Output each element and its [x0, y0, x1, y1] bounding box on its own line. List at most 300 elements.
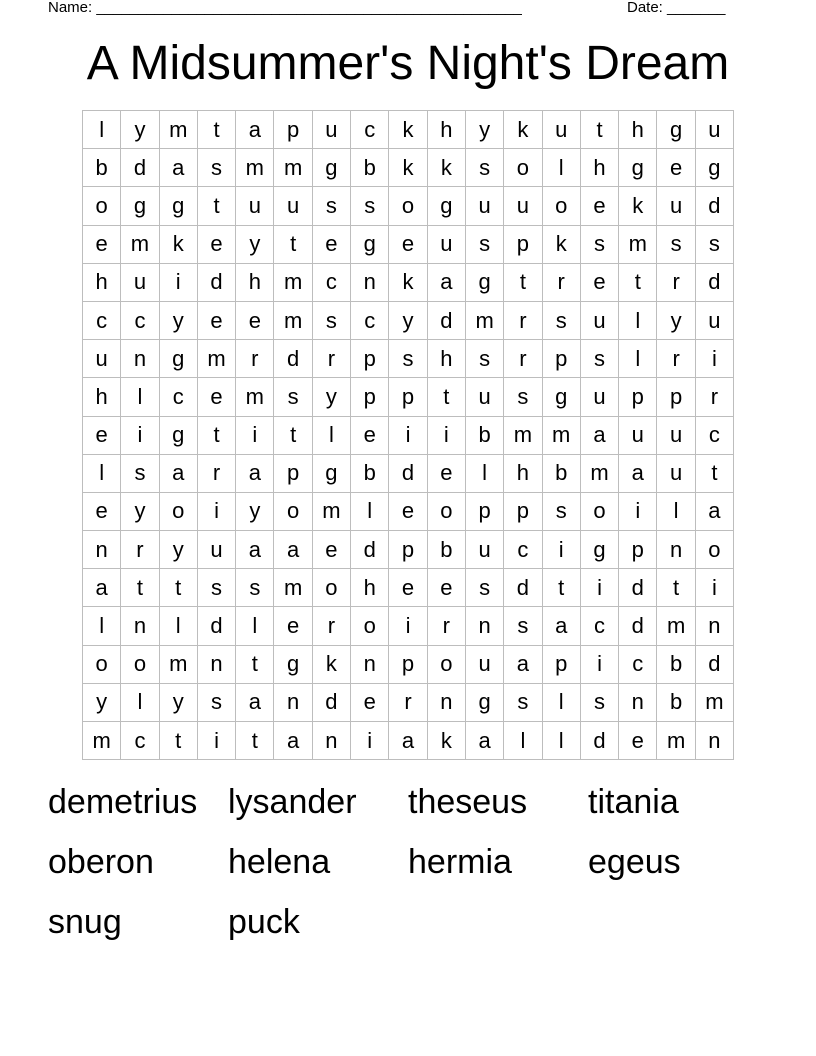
- grid-cell[interactable]: s: [236, 569, 274, 607]
- grid-cell[interactable]: k: [389, 149, 427, 187]
- grid-cell[interactable]: t: [695, 454, 733, 492]
- grid-cell[interactable]: i: [580, 569, 618, 607]
- grid-cell[interactable]: t: [159, 722, 197, 760]
- grid-cell[interactable]: n: [427, 683, 465, 721]
- grid-cell[interactable]: k: [619, 187, 657, 225]
- grid-cell[interactable]: y: [121, 492, 159, 530]
- grid-cell[interactable]: u: [465, 187, 503, 225]
- grid-cell[interactable]: h: [236, 263, 274, 301]
- grid-cell[interactable]: o: [83, 645, 121, 683]
- grid-cell[interactable]: s: [465, 340, 503, 378]
- grid-cell[interactable]: l: [121, 378, 159, 416]
- grid-cell[interactable]: d: [197, 607, 235, 645]
- grid-cell[interactable]: i: [580, 645, 618, 683]
- grid-cell[interactable]: l: [504, 722, 542, 760]
- grid-cell[interactable]: o: [504, 149, 542, 187]
- grid-cell[interactable]: m: [274, 149, 312, 187]
- grid-cell[interactable]: c: [351, 301, 389, 339]
- grid-cell[interactable]: h: [504, 454, 542, 492]
- grid-cell[interactable]: m: [159, 645, 197, 683]
- grid-cell[interactable]: r: [389, 683, 427, 721]
- grid-cell[interactable]: s: [312, 301, 350, 339]
- grid-cell[interactable]: t: [197, 111, 235, 149]
- grid-cell[interactable]: k: [427, 722, 465, 760]
- grid-cell[interactable]: b: [351, 149, 389, 187]
- grid-cell[interactable]: t: [197, 416, 235, 454]
- grid-cell[interactable]: r: [312, 607, 350, 645]
- grid-cell[interactable]: n: [83, 531, 121, 569]
- grid-cell[interactable]: a: [695, 492, 733, 530]
- grid-cell[interactable]: a: [236, 454, 274, 492]
- grid-cell[interactable]: i: [389, 607, 427, 645]
- grid-cell[interactable]: d: [580, 722, 618, 760]
- grid-cell[interactable]: u: [542, 111, 580, 149]
- grid-cell[interactable]: g: [580, 531, 618, 569]
- grid-cell[interactable]: d: [695, 263, 733, 301]
- grid-cell[interactable]: s: [465, 569, 503, 607]
- grid-cell[interactable]: o: [274, 492, 312, 530]
- grid-cell[interactable]: r: [236, 340, 274, 378]
- grid-cell[interactable]: l: [159, 607, 197, 645]
- grid-cell[interactable]: o: [389, 187, 427, 225]
- grid-cell[interactable]: m: [274, 301, 312, 339]
- grid-cell[interactable]: n: [351, 645, 389, 683]
- grid-cell[interactable]: m: [657, 607, 695, 645]
- grid-cell[interactable]: m: [236, 149, 274, 187]
- grid-cell[interactable]: u: [465, 645, 503, 683]
- grid-cell[interactable]: e: [389, 569, 427, 607]
- grid-cell[interactable]: u: [580, 378, 618, 416]
- grid-cell[interactable]: g: [351, 225, 389, 263]
- grid-cell[interactable]: d: [619, 607, 657, 645]
- grid-cell[interactable]: t: [236, 722, 274, 760]
- grid-cell[interactable]: a: [542, 607, 580, 645]
- grid-cell[interactable]: e: [83, 492, 121, 530]
- grid-cell[interactable]: s: [504, 683, 542, 721]
- word-list-item: oberon: [48, 843, 154, 881]
- grid-cell[interactable]: s: [197, 149, 235, 187]
- grid-cell[interactable]: t: [274, 416, 312, 454]
- grid-cell[interactable]: l: [542, 722, 580, 760]
- grid-cell[interactable]: n: [695, 607, 733, 645]
- grid-cell[interactable]: n: [197, 645, 235, 683]
- grid-row: [83, 722, 734, 760]
- grid-cell[interactable]: g: [312, 454, 350, 492]
- grid-cell[interactable]: n: [695, 722, 733, 760]
- grid-cell[interactable]: n: [465, 607, 503, 645]
- grid-cell[interactable]: r: [542, 263, 580, 301]
- grid-cell[interactable]: e: [83, 416, 121, 454]
- grid-cell[interactable]: y: [236, 225, 274, 263]
- grid-cell[interactable]: o: [121, 645, 159, 683]
- grid-cell[interactable]: o: [312, 569, 350, 607]
- grid-cell[interactable]: o: [83, 187, 121, 225]
- grid-cell[interactable]: p: [619, 378, 657, 416]
- grid-cell[interactable]: r: [197, 454, 235, 492]
- grid-cell[interactable]: g: [542, 378, 580, 416]
- grid-row: [83, 416, 734, 454]
- grid-cell[interactable]: p: [389, 531, 427, 569]
- grid-cell[interactable]: i: [159, 263, 197, 301]
- grid-cell[interactable]: u: [580, 301, 618, 339]
- grid-cell[interactable]: t: [197, 187, 235, 225]
- grid-cell[interactable]: e: [274, 607, 312, 645]
- grid-cell[interactable]: y: [465, 111, 503, 149]
- grid-cell[interactable]: l: [465, 454, 503, 492]
- grid-cell[interactable]: p: [542, 340, 580, 378]
- grid-cell[interactable]: i: [619, 492, 657, 530]
- grid-cell[interactable]: y: [159, 683, 197, 721]
- date-field[interactable]: Date: _______: [627, 0, 726, 16]
- grid-cell[interactable]: g: [159, 416, 197, 454]
- grid-cell[interactable]: e: [657, 149, 695, 187]
- grid-cell[interactable]: u: [236, 187, 274, 225]
- grid-cell[interactable]: p: [274, 454, 312, 492]
- grid-cell[interactable]: l: [83, 607, 121, 645]
- grid-cell[interactable]: s: [695, 225, 733, 263]
- grid-cell[interactable]: s: [465, 225, 503, 263]
- grid-cell[interactable]: e: [619, 722, 657, 760]
- grid-cell[interactable]: g: [427, 187, 465, 225]
- grid-cell[interactable]: p: [351, 340, 389, 378]
- grid-cell[interactable]: u: [619, 416, 657, 454]
- grid-cell[interactable]: p: [542, 645, 580, 683]
- grid-cell[interactable]: p: [389, 645, 427, 683]
- grid-cell[interactable]: l: [619, 301, 657, 339]
- grid-cell[interactable]: a: [83, 569, 121, 607]
- grid-cell[interactable]: h: [351, 569, 389, 607]
- grid-cell[interactable]: p: [619, 531, 657, 569]
- grid-cell[interactable]: r: [657, 340, 695, 378]
- grid-cell[interactable]: s: [274, 378, 312, 416]
- grid-cell[interactable]: p: [657, 378, 695, 416]
- grid-cell[interactable]: a: [236, 111, 274, 149]
- grid-cell[interactable]: y: [121, 111, 159, 149]
- grid-cell[interactable]: r: [695, 378, 733, 416]
- grid-cell[interactable]: r: [504, 301, 542, 339]
- grid-cell[interactable]: s: [389, 340, 427, 378]
- grid-cell[interactable]: y: [83, 683, 121, 721]
- grid-cell[interactable]: r: [657, 263, 695, 301]
- grid-cell[interactable]: d: [619, 569, 657, 607]
- grid-cell[interactable]: l: [312, 416, 350, 454]
- grid-cell[interactable]: l: [351, 492, 389, 530]
- word-list-item: lysander: [228, 783, 357, 821]
- grid-cell[interactable]: g: [121, 187, 159, 225]
- grid-cell[interactable]: d: [389, 454, 427, 492]
- grid-cell[interactable]: l: [619, 340, 657, 378]
- grid-cell[interactable]: u: [504, 187, 542, 225]
- grid-cell[interactable]: y: [312, 378, 350, 416]
- grid-cell[interactable]: g: [695, 149, 733, 187]
- grid-cell[interactable]: c: [312, 263, 350, 301]
- grid-cell[interactable]: k: [312, 645, 350, 683]
- grid-cell[interactable]: u: [83, 340, 121, 378]
- grid-cell[interactable]: d: [121, 149, 159, 187]
- grid-cell[interactable]: m: [504, 416, 542, 454]
- grid-row: [83, 225, 734, 263]
- grid-cell[interactable]: m: [542, 416, 580, 454]
- grid-cell[interactable]: n: [274, 683, 312, 721]
- grid-cell[interactable]: l: [83, 111, 121, 149]
- grid-cell[interactable]: s: [542, 301, 580, 339]
- grid-cell[interactable]: y: [159, 531, 197, 569]
- grid-cell[interactable]: m: [159, 111, 197, 149]
- grid-cell[interactable]: n: [312, 722, 350, 760]
- grid-cell[interactable]: t: [274, 225, 312, 263]
- grid-cell[interactable]: a: [504, 645, 542, 683]
- grid-cell[interactable]: d: [197, 263, 235, 301]
- grid-cell[interactable]: i: [351, 722, 389, 760]
- name-field[interactable]: Name: ___________________________________________________: [48, 0, 522, 16]
- grid-cell[interactable]: o: [427, 645, 465, 683]
- grid-cell[interactable]: n: [619, 683, 657, 721]
- grid-cell[interactable]: u: [657, 187, 695, 225]
- grid-cell[interactable]: k: [389, 263, 427, 301]
- grid-cell[interactable]: e: [580, 187, 618, 225]
- grid-cell[interactable]: p: [504, 492, 542, 530]
- grid-cell[interactable]: u: [657, 416, 695, 454]
- grid-cell[interactable]: t: [619, 263, 657, 301]
- grid-cell[interactable]: d: [312, 683, 350, 721]
- grid-cell[interactable]: y: [657, 301, 695, 339]
- grid-cell[interactable]: a: [274, 722, 312, 760]
- grid-cell[interactable]: m: [619, 225, 657, 263]
- grid-cell[interactable]: t: [159, 569, 197, 607]
- grid-cell[interactable]: e: [580, 263, 618, 301]
- grid-cell[interactable]: o: [580, 492, 618, 530]
- grid-cell[interactable]: c: [83, 301, 121, 339]
- grid-cell[interactable]: l: [83, 454, 121, 492]
- grid-cell[interactable]: h: [83, 263, 121, 301]
- grid-cell[interactable]: u: [695, 111, 733, 149]
- grid-cell[interactable]: m: [197, 340, 235, 378]
- grid-cell[interactable]: s: [580, 225, 618, 263]
- grid-cell[interactable]: a: [389, 722, 427, 760]
- grid-cell[interactable]: e: [427, 454, 465, 492]
- grid-cell[interactable]: o: [542, 187, 580, 225]
- grid-cell[interactable]: d: [274, 340, 312, 378]
- grid-cell[interactable]: d: [427, 301, 465, 339]
- grid-cell[interactable]: g: [619, 149, 657, 187]
- grid-cell[interactable]: p: [504, 225, 542, 263]
- grid-cell[interactable]: y: [389, 301, 427, 339]
- grid-cell[interactable]: o: [159, 492, 197, 530]
- grid-cell[interactable]: m: [312, 492, 350, 530]
- grid-cell[interactable]: g: [465, 263, 503, 301]
- grid-cell[interactable]: t: [236, 645, 274, 683]
- grid-cell[interactable]: m: [465, 301, 503, 339]
- grid-cell[interactable]: a: [159, 149, 197, 187]
- grid-cell[interactable]: t: [657, 569, 695, 607]
- grid-cell[interactable]: a: [159, 454, 197, 492]
- grid-cell[interactable]: t: [427, 378, 465, 416]
- grid-cell[interactable]: a: [236, 531, 274, 569]
- grid-cell[interactable]: u: [274, 187, 312, 225]
- grid-cell[interactable]: c: [121, 722, 159, 760]
- grid-cell[interactable]: s: [504, 378, 542, 416]
- grid-cell[interactable]: n: [121, 340, 159, 378]
- grid-cell[interactable]: u: [657, 454, 695, 492]
- grid-cell[interactable]: g: [159, 187, 197, 225]
- grid-cell[interactable]: i: [197, 722, 235, 760]
- grid-cell[interactable]: e: [351, 416, 389, 454]
- grid-cell[interactable]: i: [236, 416, 274, 454]
- grid-cell[interactable]: k: [504, 111, 542, 149]
- grid-cell[interactable]: e: [427, 569, 465, 607]
- grid-cell[interactable]: s: [580, 683, 618, 721]
- grid-cell[interactable]: i: [197, 492, 235, 530]
- grid-cell[interactable]: i: [695, 340, 733, 378]
- grid-cell[interactable]: s: [657, 225, 695, 263]
- grid-cell[interactable]: s: [580, 340, 618, 378]
- grid-cell[interactable]: r: [121, 531, 159, 569]
- grid-cell[interactable]: p: [351, 378, 389, 416]
- grid-cell[interactable]: s: [197, 683, 235, 721]
- grid-cell[interactable]: l: [542, 683, 580, 721]
- grid-cell[interactable]: s: [351, 187, 389, 225]
- grid-cell[interactable]: y: [236, 492, 274, 530]
- grid-cell[interactable]: b: [83, 149, 121, 187]
- grid-cell[interactable]: e: [312, 225, 350, 263]
- grid-cell[interactable]: k: [389, 111, 427, 149]
- grid-cell[interactable]: l: [542, 149, 580, 187]
- grid-cell[interactable]: i: [542, 531, 580, 569]
- grid-cell[interactable]: e: [236, 301, 274, 339]
- grid-cell[interactable]: c: [504, 531, 542, 569]
- grid-cell[interactable]: m: [236, 378, 274, 416]
- grid-cell[interactable]: g: [274, 645, 312, 683]
- grid-cell[interactable]: a: [465, 722, 503, 760]
- grid-cell[interactable]: d: [695, 645, 733, 683]
- grid-cell[interactable]: i: [427, 416, 465, 454]
- grid-cell[interactable]: t: [580, 111, 618, 149]
- grid-cell[interactable]: k: [542, 225, 580, 263]
- grid-row: [83, 301, 734, 339]
- grid-cell[interactable]: o: [351, 607, 389, 645]
- grid-cell[interactable]: h: [619, 111, 657, 149]
- grid-cell[interactable]: u: [465, 378, 503, 416]
- grid-cell[interactable]: p: [274, 111, 312, 149]
- grid-cell[interactable]: m: [657, 722, 695, 760]
- grid-cell[interactable]: h: [83, 378, 121, 416]
- grid-cell[interactable]: s: [121, 454, 159, 492]
- grid-cell[interactable]: g: [159, 340, 197, 378]
- grid-cell[interactable]: d: [351, 531, 389, 569]
- grid-cell[interactable]: g: [465, 683, 503, 721]
- grid-cell[interactable]: t: [504, 263, 542, 301]
- grid-cell[interactable]: e: [312, 531, 350, 569]
- grid-cell[interactable]: a: [580, 416, 618, 454]
- grid-cell[interactable]: m: [274, 263, 312, 301]
- grid-cell[interactable]: o: [695, 531, 733, 569]
- grid-cell[interactable]: c: [695, 416, 733, 454]
- grid-cell[interactable]: k: [427, 149, 465, 187]
- grid-cell[interactable]: e: [351, 683, 389, 721]
- grid-cell[interactable]: u: [695, 301, 733, 339]
- grid-cell[interactable]: p: [389, 378, 427, 416]
- grid-cell[interactable]: y: [159, 301, 197, 339]
- grid-cell[interactable]: u: [427, 225, 465, 263]
- word-list-item: snug: [48, 903, 122, 941]
- grid-cell[interactable]: u: [121, 263, 159, 301]
- grid-cell[interactable]: h: [427, 111, 465, 149]
- grid-cell[interactable]: b: [465, 416, 503, 454]
- grid-cell[interactable]: s: [312, 187, 350, 225]
- grid-cell[interactable]: l: [236, 607, 274, 645]
- grid-cell[interactable]: e: [197, 378, 235, 416]
- grid-cell[interactable]: t: [121, 569, 159, 607]
- grid-cell[interactable]: k: [159, 225, 197, 263]
- grid-cell[interactable]: d: [695, 187, 733, 225]
- grid-cell[interactable]: g: [657, 111, 695, 149]
- grid-cell[interactable]: m: [695, 683, 733, 721]
- grid-cell[interactable]: b: [542, 454, 580, 492]
- grid-cell[interactable]: l: [121, 683, 159, 721]
- grid-cell[interactable]: l: [657, 492, 695, 530]
- grid-cell[interactable]: c: [121, 301, 159, 339]
- grid-cell[interactable]: o: [427, 492, 465, 530]
- grid-cell[interactable]: t: [542, 569, 580, 607]
- grid-cell[interactable]: u: [465, 531, 503, 569]
- grid-cell[interactable]: r: [504, 340, 542, 378]
- grid-cell[interactable]: r: [312, 340, 350, 378]
- grid-cell[interactable]: e: [197, 301, 235, 339]
- grid-cell[interactable]: b: [657, 645, 695, 683]
- grid-cell[interactable]: s: [542, 492, 580, 530]
- grid-cell[interactable]: b: [351, 454, 389, 492]
- grid-cell[interactable]: n: [121, 607, 159, 645]
- grid-cell[interactable]: c: [619, 645, 657, 683]
- grid-cell[interactable]: n: [351, 263, 389, 301]
- grid-cell[interactable]: r: [427, 607, 465, 645]
- grid-cell[interactable]: a: [427, 263, 465, 301]
- grid-cell[interactable]: n: [657, 531, 695, 569]
- grid-cell[interactable]: s: [197, 569, 235, 607]
- grid-cell[interactable]: h: [580, 149, 618, 187]
- grid-cell[interactable]: d: [504, 569, 542, 607]
- grid-cell[interactable]: m: [580, 454, 618, 492]
- grid-cell[interactable]: c: [159, 378, 197, 416]
- grid-cell[interactable]: g: [312, 149, 350, 187]
- grid-cell[interactable]: m: [274, 569, 312, 607]
- grid-cell[interactable]: m: [121, 225, 159, 263]
- grid-cell[interactable]: a: [619, 454, 657, 492]
- grid-cell[interactable]: i: [389, 416, 427, 454]
- grid-cell[interactable]: e: [197, 225, 235, 263]
- grid-cell[interactable]: b: [427, 531, 465, 569]
- grid-row: [83, 569, 734, 607]
- grid-cell[interactable]: e: [83, 225, 121, 263]
- grid-cell[interactable]: p: [465, 492, 503, 530]
- grid-cell[interactable]: m: [83, 722, 121, 760]
- grid-cell[interactable]: e: [389, 225, 427, 263]
- grid-cell[interactable]: s: [504, 607, 542, 645]
- grid-cell[interactable]: c: [351, 111, 389, 149]
- grid-cell[interactable]: c: [580, 607, 618, 645]
- grid-cell[interactable]: i: [121, 416, 159, 454]
- grid-cell[interactable]: b: [657, 683, 695, 721]
- grid-cell[interactable]: h: [427, 340, 465, 378]
- grid-cell[interactable]: i: [695, 569, 733, 607]
- grid-cell[interactable]: e: [389, 492, 427, 530]
- grid-cell[interactable]: u: [312, 111, 350, 149]
- grid-cell[interactable]: a: [236, 683, 274, 721]
- grid-cell[interactable]: s: [465, 149, 503, 187]
- grid-cell[interactable]: u: [197, 531, 235, 569]
- grid-row: [83, 683, 734, 721]
- grid-cell[interactable]: a: [274, 531, 312, 569]
